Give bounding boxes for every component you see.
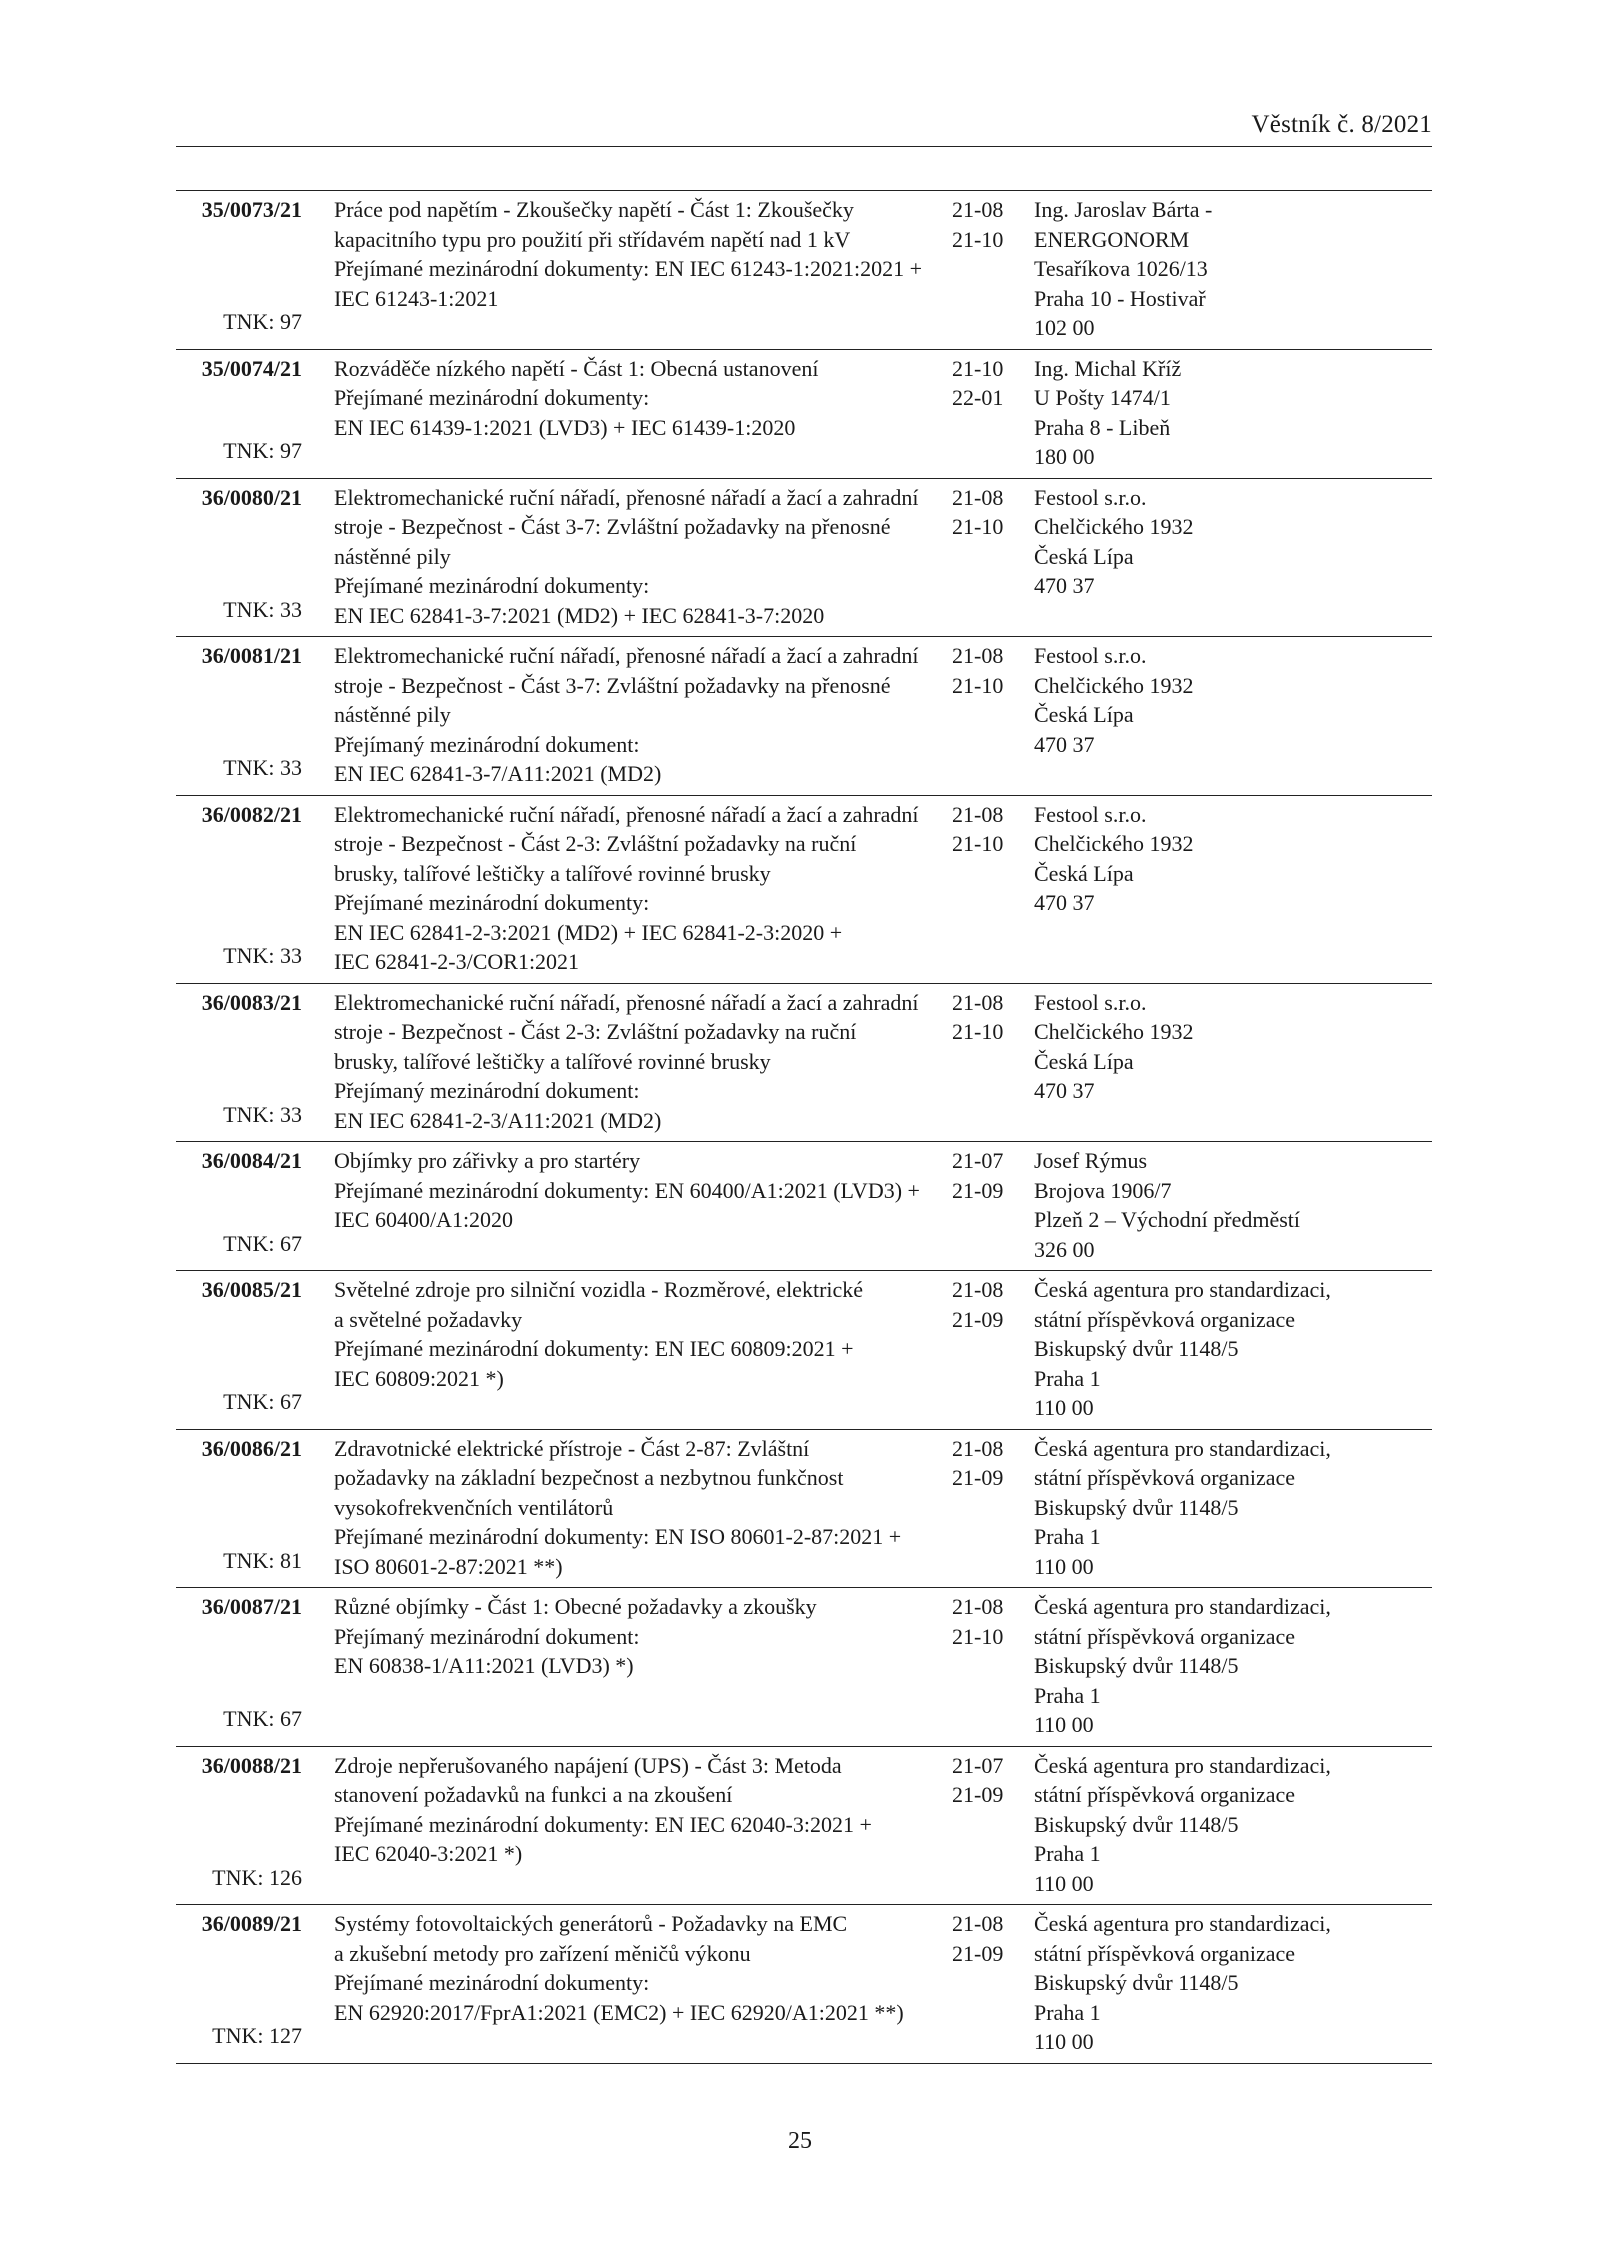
- date-value: 21-09: [952, 1465, 1004, 1490]
- title-line: Přejímané mezinárodní dokumenty:: [334, 1970, 650, 1995]
- title-line: EN 60838-1/A11:2021 (LVD3) *): [334, 1653, 634, 1678]
- contact-line: 110 00: [1034, 2029, 1094, 2054]
- tnk-label: TNK: 33: [223, 943, 302, 968]
- date-value: 21-08: [952, 1277, 1004, 1302]
- title-line: nástěnné pily: [334, 702, 451, 727]
- entry-title-cell: [302, 1592, 936, 1740]
- title-line: Přejímané mezinárodní dokumenty: EN IEC 62040-3:2021 +: [334, 1811, 872, 1837]
- entry-number: 36/0086/21: [201, 1435, 302, 1461]
- contact-line: státní příspěvková organizace: [1034, 1623, 1296, 1649]
- table-row: [176, 1430, 1432, 1589]
- entry-number: 36/0089/21: [201, 1911, 302, 1936]
- table-row: [176, 1588, 1432, 1747]
- contact-line: Praha 10 - Hostivař: [1034, 285, 1206, 311]
- entry-number: 36/0081/21: [201, 643, 302, 668]
- contact-line: 470 37: [1034, 573, 1095, 598]
- contact-line: Biskupský dvůr 1148/5: [1034, 1970, 1239, 1995]
- entry-id-cell: [176, 1751, 302, 1899]
- date-value: 21-08: [952, 1594, 1004, 1619]
- contact-line: Ing. Jaroslav Bárta -: [1034, 197, 1213, 222]
- entry-id-cell: [176, 195, 302, 343]
- entry-id-cell: [176, 800, 302, 977]
- entry-id-cell: [176, 1146, 302, 1264]
- entry-title-cell: [302, 1275, 936, 1423]
- header-divider: [176, 146, 1432, 147]
- entry-contact-cell: [1034, 483, 1432, 631]
- date-value: 21-08: [952, 801, 1004, 827]
- contact-line: Česká agentura pro standardizaci,: [1034, 1277, 1331, 1302]
- entry-dates-cell: [936, 1751, 1034, 1899]
- entry-contact-cell: [1034, 1275, 1432, 1423]
- entry-dates-cell: [936, 195, 1034, 343]
- contact-line: 110 00: [1034, 1553, 1094, 1579]
- title-line: Zdroje nepřerušovaného napájení (UPS) - Část 3: Metoda: [334, 1752, 842, 1778]
- entry-title-cell: [302, 195, 936, 343]
- contact-line: Festool s.r.o.: [1034, 484, 1147, 510]
- date-value: 21-10: [952, 831, 1004, 856]
- title-line: Rozváděče nízkého napětí - Část 1: Obecná ustanovení: [334, 355, 819, 381]
- title-line: a světelné požadavky: [334, 1306, 523, 1332]
- entry-number: 35/0073/21: [201, 197, 302, 222]
- entry-contact-cell: [1034, 988, 1432, 1136]
- contact-line: Praha 1: [1034, 1841, 1101, 1866]
- title-line: Přejímaný mezinárodní dokument:: [334, 1623, 640, 1649]
- title-line: ISO 80601-2-87:2021 **): [334, 1553, 563, 1579]
- contact-line: státní příspěvková organizace: [1034, 1465, 1296, 1490]
- table-row: [176, 637, 1432, 796]
- title-line: Světelné zdroje pro silniční vozidla - Rozměrové, elektrické: [334, 1277, 864, 1302]
- contact-line: Festool s.r.o.: [1034, 989, 1147, 1015]
- title-line: EN IEC 62841-2-3:2021 (MD2) + IEC 62841-2-3:2020 +: [334, 919, 843, 945]
- date-value: 21-10: [952, 226, 1004, 252]
- title-line: Elektromechanické ruční nářadí, přenosné nářadí a žací a zahradní: [334, 484, 919, 510]
- title-line: Přejímané mezinárodní dokumenty:: [334, 890, 650, 915]
- contact-line: Josef Rýmus: [1034, 1148, 1148, 1173]
- title-line: EN 62920:2017/FprA1:2021 (EMC2) + IEC 62920/A1:2021 **): [334, 1999, 904, 2025]
- date-value: 21-07: [952, 1148, 1004, 1173]
- entry-number: 36/0087/21: [201, 1594, 302, 1619]
- table-row: [176, 1747, 1432, 1906]
- journal-title: Věstník č. 8/2021: [1251, 111, 1432, 138]
- title-line: EN IEC 62841-2-3/A11:2021 (MD2): [334, 1107, 662, 1133]
- entry-title-cell: [302, 641, 936, 789]
- contact-line: Biskupský dvůr 1148/5: [1034, 1653, 1239, 1678]
- standards-table: [176, 190, 1432, 2064]
- contact-line: 470 37: [1034, 1078, 1095, 1103]
- contact-line: 180 00: [1034, 444, 1095, 469]
- entry-id-cell: [176, 641, 302, 789]
- date-value: 21-08: [952, 1911, 1004, 1936]
- entry-number: 35/0074/21: [201, 355, 302, 381]
- table-row: [176, 350, 1432, 479]
- contact-line: 110 00: [1034, 1395, 1094, 1420]
- entry-contact-cell: [1034, 1751, 1432, 1899]
- entry-dates-cell: [936, 1146, 1034, 1264]
- date-value: 21-08: [952, 1435, 1004, 1461]
- date-value: 21-08: [952, 197, 1004, 222]
- contact-line: Česká Lípa: [1034, 1048, 1134, 1074]
- entry-contact-cell: [1034, 1909, 1432, 2057]
- entry-id-cell: [176, 1909, 302, 2057]
- title-line: nástěnné pily: [334, 543, 451, 569]
- contact-line: Festool s.r.o.: [1034, 643, 1147, 668]
- table-row: [176, 1142, 1432, 1271]
- contact-line: státní příspěvková organizace: [1034, 1940, 1296, 1966]
- contact-line: Plzeň 2 – Východní předměstí: [1034, 1207, 1300, 1232]
- tnk-label: TNK: 97: [223, 309, 302, 334]
- entry-number: 36/0080/21: [201, 484, 302, 510]
- entry-contact-cell: [1034, 1592, 1432, 1740]
- tnk-label: TNK: 33: [223, 1101, 302, 1127]
- table-row: [176, 984, 1432, 1143]
- entry-dates-cell: [936, 1434, 1034, 1582]
- title-line: brusky, talířové leštičky a talířové rovinné brusky: [334, 1048, 771, 1074]
- date-value: 21-09: [952, 1306, 1004, 1332]
- title-line: IEC 60400/A1:2020: [334, 1207, 514, 1232]
- entry-number: 36/0088/21: [201, 1752, 302, 1778]
- contact-line: Česká Lípa: [1034, 543, 1134, 569]
- title-line: vysokofrekvenčních ventilátorů: [334, 1494, 614, 1520]
- title-line: IEC 62841-2-3/COR1:2021: [334, 949, 580, 974]
- contact-line: Česká Lípa: [1034, 860, 1134, 886]
- entry-title-cell: [302, 1909, 936, 2057]
- contact-line: Česká agentura pro standardizaci,: [1034, 1752, 1331, 1778]
- contact-line: Biskupský dvůr 1148/5: [1034, 1336, 1239, 1361]
- contact-line: Tesaříkova 1026/13: [1034, 256, 1208, 281]
- tnk-label: TNK: 67: [223, 1706, 302, 1731]
- title-line: Elektromechanické ruční nářadí, přenosné nářadí a žací a zahradní: [334, 989, 919, 1015]
- entry-id-cell: [176, 1275, 302, 1423]
- title-line: Přejímaný mezinárodní dokument:: [334, 731, 640, 757]
- contact-line: Biskupský dvůr 1148/5: [1034, 1494, 1239, 1520]
- title-line: EN IEC 61439-1:2021 (LVD3) + IEC 61439-1:2020: [334, 414, 796, 440]
- tnk-label: TNK: 81: [223, 1547, 302, 1573]
- entry-number: 36/0083/21: [201, 989, 302, 1015]
- contact-line: Brojova 1906/7: [1034, 1177, 1172, 1203]
- table-row: [176, 796, 1432, 984]
- entry-title-cell: [302, 1751, 936, 1899]
- title-line: EN IEC 62841-3-7:2021 (MD2) + IEC 62841-3-7:2020: [334, 602, 825, 628]
- title-line: kapacitního typu pro použití při střídavém napětí nad 1 kV: [334, 226, 851, 252]
- entry-number: 36/0085/21: [201, 1277, 302, 1302]
- title-line: stanovení požadavků na funkci a na zkoušení: [334, 1782, 733, 1807]
- contact-line: Chelčického 1932: [1034, 831, 1194, 856]
- contact-line: 470 37: [1034, 731, 1095, 757]
- title-line: brusky, talířové leštičky a talířové rovinné brusky: [334, 860, 771, 886]
- title-line: Zdravotnické elektrické přístroje - Část 2-87: Zvláštní: [334, 1435, 810, 1461]
- date-value: 21-09: [952, 1782, 1004, 1807]
- contact-line: 110 00: [1034, 1870, 1094, 1896]
- title-line: stroje - Bezpečnost - Část 2-3: Zvláštní požadavky na ruční: [334, 831, 857, 856]
- entry-dates-cell: [936, 641, 1034, 789]
- entry-number: 36/0082/21: [201, 801, 302, 827]
- title-line: Přejímané mezinárodní dokumenty:: [334, 573, 650, 598]
- entry-dates-cell: [936, 800, 1034, 977]
- title-line: IEC 60809:2021 *): [334, 1365, 504, 1391]
- date-value: 21-10: [952, 672, 1004, 698]
- contact-line: státní příspěvková organizace: [1034, 1306, 1296, 1332]
- tnk-label: TNK: 97: [223, 438, 302, 463]
- table-row: [176, 1905, 1432, 2064]
- contact-line: 110 00: [1034, 1712, 1094, 1737]
- title-line: Přejímané mezinárodní dokumenty: EN IEC 60809:2021 +: [334, 1336, 854, 1361]
- contact-line: Česká agentura pro standardizaci,: [1034, 1594, 1331, 1619]
- contact-line: Praha 8 - Libeň: [1034, 414, 1171, 440]
- contact-line: 326 00: [1034, 1236, 1095, 1262]
- title-line: Různé objímky - Část 1: Obecné požadavky a zkoušky: [334, 1594, 817, 1619]
- contact-line: Ing. Michal Kříž: [1034, 355, 1182, 381]
- title-line: stroje - Bezpečnost - Část 2-3: Zvláštní požadavky na ruční: [334, 1019, 857, 1044]
- title-line: stroje - Bezpečnost - Část 3-7: Zvláštní požadavky na přenosné: [334, 672, 891, 698]
- entry-id-cell: [176, 354, 302, 472]
- entry-number: 36/0084/21: [201, 1148, 302, 1173]
- tnk-label: TNK: 127: [212, 2023, 302, 2048]
- contact-line: Praha 1: [1034, 1999, 1101, 2025]
- title-line: Elektromechanické ruční nářadí, přenosné nářadí a žací a zahradní: [334, 643, 919, 668]
- tnk-label: TNK: 126: [212, 1864, 302, 1890]
- date-value: 21-10: [952, 514, 1004, 539]
- contact-line: Česká agentura pro standardizaci,: [1034, 1911, 1331, 1936]
- entry-dates-cell: [936, 354, 1034, 472]
- contact-line: Biskupský dvůr 1148/5: [1034, 1811, 1239, 1837]
- title-line: Systémy fotovoltaických generátorů - Požadavky na EMC: [334, 1911, 848, 1936]
- tnk-label: TNK: 33: [223, 755, 302, 780]
- entry-dates-cell: [936, 1592, 1034, 1740]
- title-line: Přejímané mezinárodní dokumenty: EN ISO 80601-2-87:2021 +: [334, 1524, 902, 1549]
- contact-line: ENERGONORM: [1034, 226, 1190, 252]
- tnk-label: TNK: 67: [223, 1389, 302, 1414]
- table-row: [176, 479, 1432, 638]
- date-value: 21-09: [952, 1940, 1004, 1966]
- title-line: a zkušební metody pro zařízení měničů výkonu: [334, 1940, 751, 1966]
- date-value: 21-10: [952, 355, 1004, 381]
- entry-dates-cell: [936, 1275, 1034, 1423]
- entry-id-cell: [176, 988, 302, 1136]
- entry-contact-cell: [1034, 1434, 1432, 1582]
- entry-id-cell: [176, 483, 302, 631]
- contact-line: státní příspěvková organizace: [1034, 1782, 1296, 1807]
- title-line: Přejímaný mezinárodní dokument:: [334, 1078, 640, 1103]
- contact-line: U Pošty 1474/1: [1034, 385, 1171, 410]
- entry-contact-cell: [1034, 1146, 1432, 1264]
- contact-line: 102 00: [1034, 315, 1095, 340]
- date-value: 21-10: [952, 1019, 1004, 1044]
- entry-title-cell: [302, 1434, 936, 1582]
- entry-contact-cell: [1034, 195, 1432, 343]
- date-value: 21-10: [952, 1623, 1004, 1649]
- contact-line: Praha 1: [1034, 1365, 1101, 1391]
- title-line: IEC 61243-1:2021: [334, 285, 499, 311]
- entry-title-cell: [302, 483, 936, 631]
- entry-title-cell: [302, 354, 936, 472]
- date-value: 22-01: [952, 385, 1004, 410]
- entry-dates-cell: [936, 988, 1034, 1136]
- entry-title-cell: [302, 800, 936, 977]
- title-line: Přejímané mezinárodní dokumenty:: [334, 385, 650, 410]
- contact-line: Praha 1: [1034, 1524, 1101, 1549]
- title-line: Elektromechanické ruční nářadí, přenosné nářadí a žací a zahradní: [334, 801, 919, 827]
- date-value: 21-09: [952, 1177, 1004, 1203]
- contact-line: Česká Lípa: [1034, 702, 1134, 727]
- contact-line: Chelčického 1932: [1034, 1019, 1194, 1044]
- table-row: [176, 1271, 1432, 1430]
- tnk-label: TNK: 67: [223, 1230, 302, 1256]
- entry-contact-cell: [1034, 800, 1432, 977]
- entry-title-cell: [302, 1146, 936, 1264]
- date-value: 21-07: [952, 1752, 1004, 1778]
- tnk-label: TNK: 33: [223, 596, 302, 622]
- title-line: Objímky pro zářivky a pro startéry: [334, 1148, 641, 1173]
- entry-dates-cell: [936, 1909, 1034, 2057]
- contact-line: Chelčického 1932: [1034, 672, 1194, 698]
- date-value: 21-08: [952, 484, 1004, 510]
- table-row: [176, 191, 1432, 350]
- entry-id-cell: [176, 1592, 302, 1740]
- contact-line: 470 37: [1034, 890, 1095, 915]
- entry-contact-cell: [1034, 641, 1432, 789]
- contact-line: Festool s.r.o.: [1034, 801, 1147, 827]
- title-line: Přejímané mezinárodní dokumenty: EN IEC 61243-1:2021:2021 +: [334, 256, 922, 281]
- page-number: 25: [788, 2128, 812, 2154]
- contact-line: Chelčického 1932: [1034, 514, 1194, 539]
- title-line: Přejímané mezinárodní dokumenty: EN 60400/A1:2021 (LVD3) +: [334, 1177, 920, 1203]
- title-line: IEC 62040-3:2021 *): [334, 1841, 523, 1866]
- title-line: požadavky na základní bezpečnost a nezbytnou funkčnost: [334, 1465, 844, 1490]
- contact-line: Praha 1: [1034, 1682, 1101, 1708]
- date-value: 21-08: [952, 989, 1004, 1015]
- entry-dates-cell: [936, 483, 1034, 631]
- title-line: Práce pod napětím - Zkoušečky napětí - Část 1: Zkoušečky: [334, 197, 854, 222]
- date-value: 21-08: [952, 643, 1004, 668]
- title-line: stroje - Bezpečnost - Část 3-7: Zvláštní požadavky na přenosné: [334, 514, 891, 539]
- contact-line: Česká agentura pro standardizaci,: [1034, 1435, 1331, 1461]
- title-line: EN IEC 62841-3-7/A11:2021 (MD2): [334, 761, 662, 786]
- entry-contact-cell: [1034, 354, 1432, 472]
- entry-title-cell: [302, 988, 936, 1136]
- entry-id-cell: [176, 1434, 302, 1582]
